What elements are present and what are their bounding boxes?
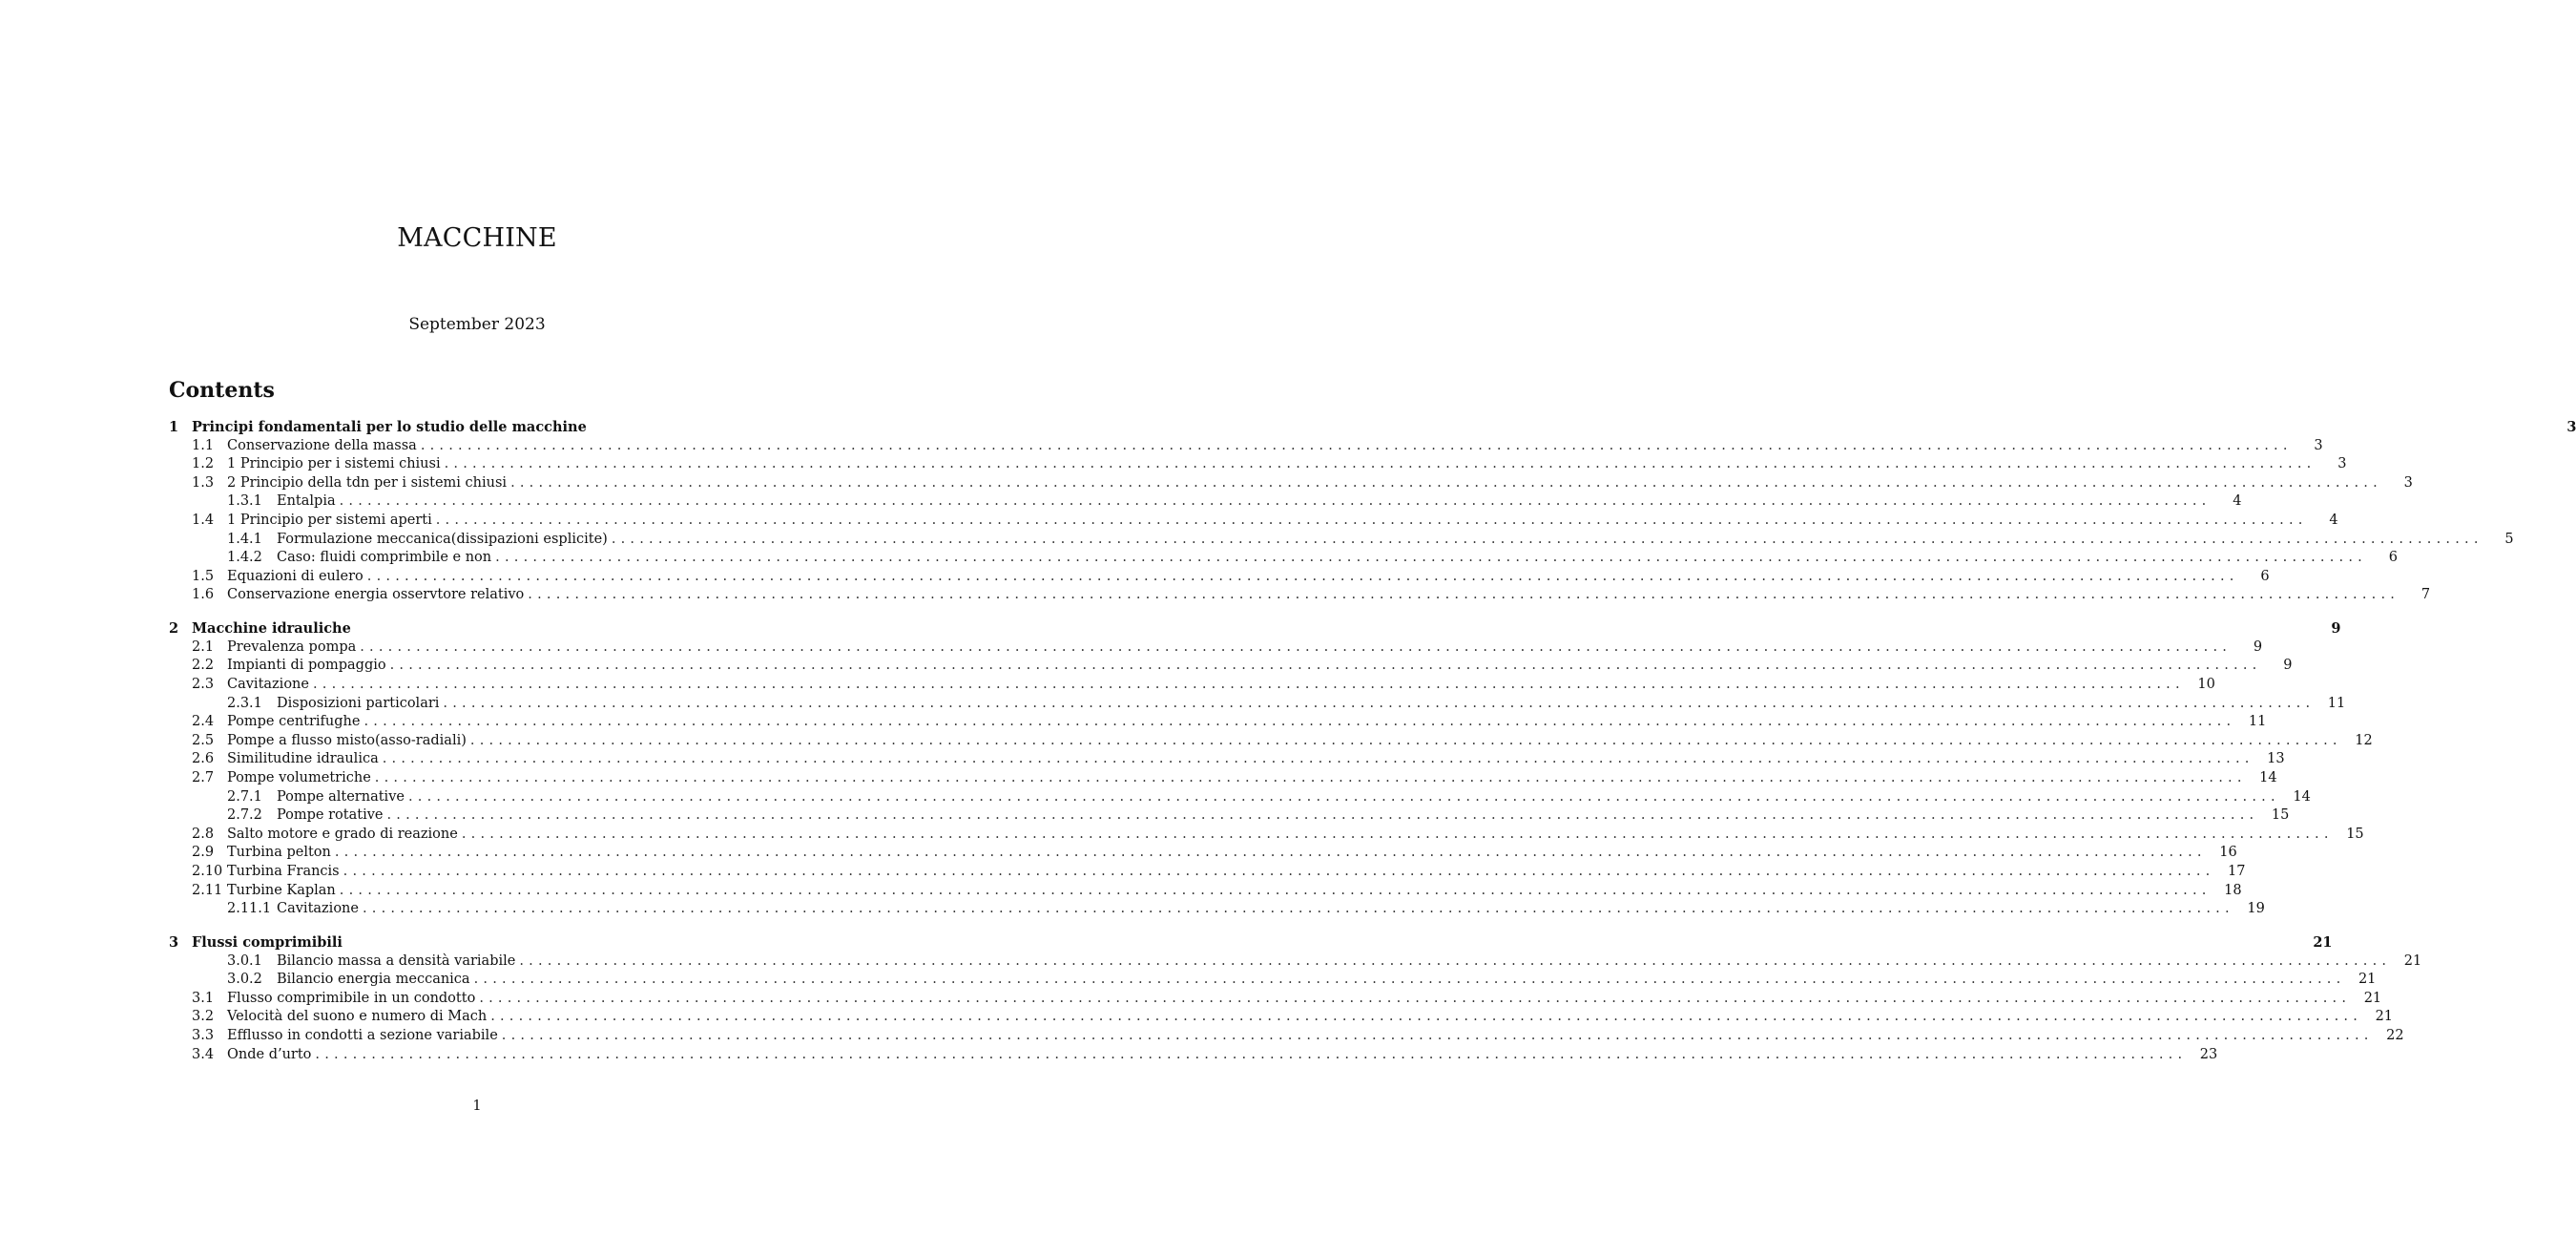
toc-entry-number: 1.4 <box>192 512 215 528</box>
toc-entry-page: 22 <box>2386 1028 2404 1043</box>
toc-section[interactable] <box>169 750 2285 769</box>
toc-dot-leader: ........................................................................................................................................................................................................ <box>519 952 2392 969</box>
toc-entry-title: 1 Principio per sistemi aperti <box>227 512 432 528</box>
toc-dot-leader: ........................................................................................................................................................................................................ <box>364 714 2236 730</box>
toc-entry-number: 2 <box>169 620 179 638</box>
toc-section[interactable] <box>169 474 2413 493</box>
toc-entry-number: 1.4.1 <box>227 531 262 547</box>
toc-entry-page: 9 <box>2253 638 2263 655</box>
toc-chapter[interactable] <box>169 933 2333 952</box>
toc-entry-page: 11 <box>2327 695 2346 711</box>
toc-dot-leader: ........................................................................................................................................................................................................ <box>443 695 2316 711</box>
toc-entry-title: Turbina Francis <box>227 863 340 879</box>
toc-dot-leader: ........................................................................................................................................................................................................ <box>435 512 2308 528</box>
toc-entry-title: Onde d’urto <box>227 1046 312 1062</box>
toc-dot-leader: ........................................................................................................................................................................................................ <box>490 1009 2363 1025</box>
toc-entry-page: 21 <box>2358 972 2377 988</box>
toc-entry-page: 15 <box>2346 826 2364 842</box>
toc-entry-page: 23 <box>2199 1046 2218 1062</box>
toc-section[interactable] <box>169 1027 2404 1046</box>
toc-entry-number: 2.3 <box>192 677 215 693</box>
toc-entry-title: Similitudine idraulica <box>227 751 379 767</box>
toc-section[interactable] <box>169 437 2323 456</box>
toc-dot-leader: ........................................................................................................................................................................................................ <box>366 568 2239 584</box>
toc-entry-number: 1.2 <box>192 456 215 472</box>
toc-dot-leader: ........................................................................................................................................................................................................ <box>360 638 2233 655</box>
toc-entry-number: 3.0.1 <box>227 952 262 969</box>
toc-entry-page: 15 <box>2271 807 2290 824</box>
toc-entry-title: 1 Principio per i sistemi chiusi <box>227 456 441 472</box>
toc-dot-leader: ........................................................................................................................................................................................................ <box>461 826 2334 842</box>
toc-entry-page: 3 <box>2337 456 2347 472</box>
toc-dot-leader: ........................................................................................................................................................................................................ <box>611 531 2483 547</box>
toc-chapter[interactable] <box>169 619 2341 638</box>
toc-entry-number: 2.9 <box>192 845 215 861</box>
toc-entry-number: 1.1 <box>192 437 215 453</box>
toc-entry-page: 11 <box>2248 714 2267 730</box>
toc-section[interactable] <box>169 844 2237 863</box>
toc-dot-leader: ........................................................................................................................................................................................................ <box>315 1046 2188 1062</box>
toc-entry-page: 16 <box>2219 845 2237 861</box>
page-number: 1 <box>472 1099 482 1114</box>
toc-entry-number: 2.1 <box>192 638 215 655</box>
toc-entry-number: 2.10 <box>192 863 223 879</box>
toc-entry-title: Velocità del suono e numero di Mach <box>227 1009 488 1025</box>
toc-entry-number: 2.3.1 <box>227 695 262 711</box>
toc-dot-leader: ........................................................................................................................................................................................................ <box>339 882 2212 898</box>
toc-entry-title: Flusso comprimibile in un condotto <box>227 990 476 1006</box>
toc-entry-title: Pompe centrifughe <box>227 714 361 730</box>
toc-dot-leader: ........................................................................................................................................................................................................ <box>374 769 2247 785</box>
toc-entry-page: 21 <box>2313 934 2333 952</box>
toc-entry-number: 3 <box>169 934 179 952</box>
toc-section[interactable] <box>169 863 2246 882</box>
toc-subsection[interactable] <box>169 531 2514 550</box>
toc-entry-page: 4 <box>2233 493 2242 510</box>
toc-subsection[interactable] <box>169 695 2346 714</box>
toc-entry-number: 2.7.1 <box>227 788 262 805</box>
toc-dot-leader: ........................................................................................................................................................................................................ <box>343 863 2215 879</box>
toc-entry-title: Pompe a flusso misto(asso-radiali) <box>227 732 467 748</box>
toc-section[interactable] <box>169 657 2293 676</box>
toc-entry-title: Disposizioni particolari <box>277 695 440 711</box>
toc-chapter[interactable] <box>169 418 2576 437</box>
table-of-contents <box>169 418 2576 1064</box>
toc-dot-leader: ........................................................................................................................................................................................................ <box>528 587 2400 603</box>
toc-dot-leader: ........................................................................................................................................................................................................ <box>510 474 2382 491</box>
toc-entry-title: Cavitazione <box>277 901 359 917</box>
toc-subsection[interactable] <box>169 900 2265 919</box>
toc-dot-leader: ........................................................................................................................................................................................................ <box>407 788 2280 805</box>
toc-entry-title: Conservazione energia osservtore relativo <box>227 587 525 603</box>
toc-entry-number: 2.7 <box>192 769 215 785</box>
toc-entry-page: 19 <box>2247 901 2265 917</box>
toc-entry-page: 5 <box>2504 531 2514 547</box>
toc-entry-page: 14 <box>2293 788 2311 805</box>
toc-entry-title: Turbina pelton <box>227 845 331 861</box>
toc-entry-title: Prevalenza pompa <box>227 638 357 655</box>
toc-dot-leader: ........................................................................................................................................................................................................ <box>362 901 2234 917</box>
toc-section[interactable] <box>169 1046 2218 1065</box>
toc-entry-title: Formulazione meccanica(dissipazioni esplicite) <box>277 531 608 547</box>
toc-entry-page: 6 <box>2260 568 2270 584</box>
document-date: September 2023 <box>408 315 546 334</box>
toc-subsection[interactable] <box>169 952 2422 972</box>
toc-entry-number: 2.2 <box>192 658 215 674</box>
toc-entry-number: 2.11.1 <box>227 901 272 917</box>
toc-entry-number: 3.1 <box>192 990 215 1006</box>
toc-entry-page: 13 <box>2267 751 2285 767</box>
toc-section[interactable] <box>169 512 2338 531</box>
toc-entry-page: 21 <box>2403 952 2422 969</box>
toc-section[interactable] <box>169 990 2382 1009</box>
toc-dot-leader: ........................................................................................................................................................................................................ <box>334 845 2207 861</box>
toc-entry-page: 12 <box>2355 732 2373 748</box>
toc-dot-leader: ........................................................................................................................................................................................................ <box>501 1028 2374 1043</box>
toc-section[interactable] <box>169 713 2267 732</box>
toc-entry-title: Cavitazione <box>227 677 309 693</box>
toc-entry-number: 2.5 <box>192 732 215 748</box>
toc-entry-title: Entalpia <box>277 493 336 510</box>
toc-subsection[interactable] <box>169 492 2242 512</box>
toc-entry-number: 3.4 <box>192 1046 215 1062</box>
toc-dot-leader: ........................................................................................................................................................................................................ <box>444 456 2316 472</box>
toc-entry-page: 3 <box>2314 437 2323 453</box>
toc-subsection[interactable] <box>169 806 2290 826</box>
toc-entry-number: 1.3.1 <box>227 493 262 510</box>
toc-entry-page: 7 <box>2420 587 2431 603</box>
toc-section[interactable] <box>169 455 2347 474</box>
toc-entry-title: Pompe rotative <box>277 807 384 824</box>
toc-entry-title: Bilancio energia meccanica <box>277 972 470 988</box>
toc-entry-title: Efflusso in condotti a sezione variabile <box>227 1028 498 1043</box>
toc-dot-leader: ........................................................................................................................................................................................................ <box>389 658 2262 674</box>
toc-section[interactable] <box>169 676 2215 695</box>
toc-section[interactable] <box>169 586 2431 605</box>
toc-entry-number: 3.2 <box>192 1009 215 1025</box>
toc-entry-page: 9 <box>2331 620 2341 638</box>
toc-dot-leader: ........................................................................................................................................................................................................ <box>386 807 2259 824</box>
toc-entry-number: 2.11 <box>192 882 223 898</box>
toc-subsection[interactable] <box>169 549 2398 568</box>
toc-dot-leader: ........................................................................................................................................................................................................ <box>495 550 2367 566</box>
toc-entry-number: 1.5 <box>192 568 215 584</box>
toc-section[interactable] <box>169 882 2242 901</box>
toc-entry-title: Equazioni di eulero <box>227 568 364 584</box>
toc-entry-page: 6 <box>2388 550 2398 566</box>
toc-entry-page: 4 <box>2329 512 2338 528</box>
toc-entry-title: Bilancio massa a densità variabile <box>277 952 516 969</box>
toc-dot-leader: ........................................................................................................................................................................................................ <box>479 990 2352 1006</box>
toc-entry-number: 2.7.2 <box>227 807 262 824</box>
toc-entry-page: 18 <box>2224 882 2242 898</box>
toc-entry-page: 17 <box>2228 863 2246 879</box>
toc-entry-title: Flussi comprimibili <box>192 934 343 952</box>
toc-dot-leader: ........................................................................................................................................................................................................ <box>469 732 2342 748</box>
toc-entry-title: Turbine Kaplan <box>227 882 336 898</box>
toc-dot-leader: ........................................................................................................................................................................................................ <box>473 972 2346 988</box>
toc-section[interactable] <box>169 1008 2394 1027</box>
toc-entry-title: Salto motore e grado di reazione <box>227 826 458 842</box>
contents-heading: Contents <box>169 378 275 403</box>
toc-entry-title: Macchine idrauliche <box>192 620 351 638</box>
toc-entry-page: 21 <box>2363 990 2382 1006</box>
toc-entry-page: 9 <box>2283 658 2293 674</box>
toc-dot-leader: ........................................................................................................................................................................................................ <box>312 677 2185 693</box>
toc-entry-number: 3.3 <box>192 1028 215 1043</box>
toc-dot-leader: ........................................................................................................................................................................................................ <box>420 437 2293 453</box>
toc-entry-page: 21 <box>2375 1009 2394 1025</box>
toc-entry-title: Impianti di pompaggio <box>227 658 386 674</box>
document-title: MACCHINE <box>397 223 557 253</box>
toc-entry-page: 14 <box>2259 769 2277 785</box>
toc-subsection[interactable] <box>169 971 2377 990</box>
toc-entry-number: 2.6 <box>192 751 215 767</box>
toc-entry-page: 3 <box>2566 419 2576 435</box>
toc-dot-leader: ........................................................................................................................................................................................................ <box>382 751 2254 767</box>
toc-entry-title: Pompe volumetriche <box>227 769 371 785</box>
toc-entry-page: 3 <box>2403 474 2413 491</box>
toc-section[interactable] <box>169 732 2373 751</box>
toc-entry-title: Conservazione della massa <box>227 437 417 453</box>
toc-section[interactable] <box>169 568 2270 587</box>
toc-entry-number: 2.4 <box>192 714 215 730</box>
toc-section[interactable] <box>169 638 2263 658</box>
toc-section[interactable] <box>169 826 2364 845</box>
toc-subsection[interactable] <box>169 788 2311 807</box>
toc-entry-title: Pompe alternative <box>277 788 405 805</box>
toc-entry-title: Caso: fluidi comprimbile e non <box>277 550 492 566</box>
toc-entry-page: 10 <box>2197 677 2215 693</box>
toc-section[interactable] <box>169 769 2277 788</box>
toc-entry-number: 1.4.2 <box>227 550 262 566</box>
toc-entry-title: Principi fondamentali per lo studio delle macchine <box>192 419 587 435</box>
toc-entry-number: 1.3 <box>192 474 215 491</box>
toc-dot-leader: ........................................................................................................................................................................................................ <box>339 493 2212 510</box>
toc-entry-number: 3.0.2 <box>227 972 262 988</box>
toc-entry-title: 2 Principio della tdn per i sistemi chiusi <box>227 474 508 491</box>
toc-entry-number: 2.8 <box>192 826 215 842</box>
toc-entry-number: 1 <box>169 419 179 435</box>
toc-entry-number: 1.6 <box>192 587 215 603</box>
